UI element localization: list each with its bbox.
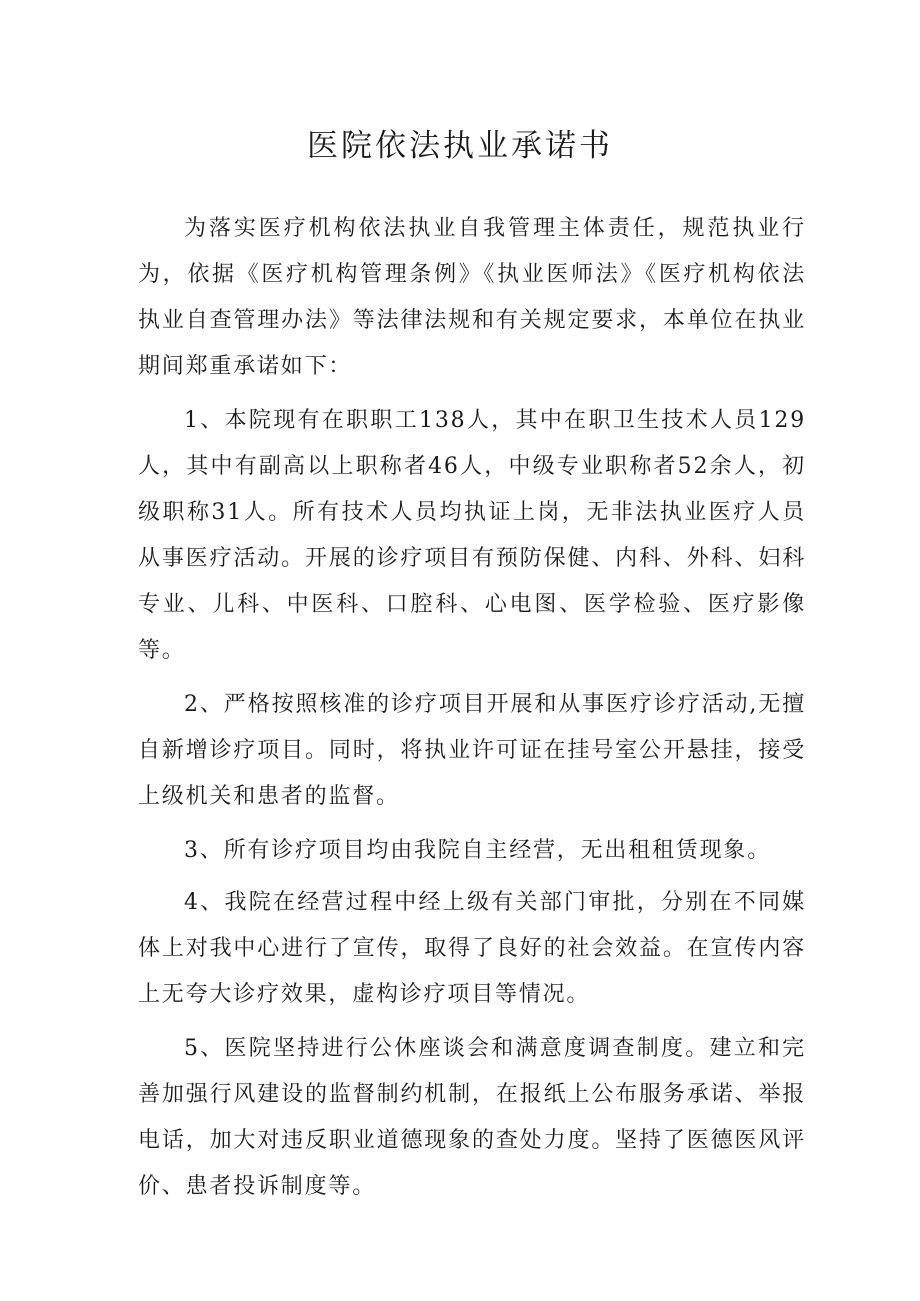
commitment-paragraph-5: 5、医院坚持进行公休座谈会和满意度调查制度。建立和完善加强行风建设的监督制约机制，在报纸上公布服务承诺、举报电话，加大对违反职业道德现象的查处力度。坚持了医德医风评价、患者投诉制度等。 <box>138 1036 806 1199</box>
commitment-paragraph-1: 1、本院现有在职职工138人，其中在职卫生技术人员129人，其中有副高以上职称者46人，中级专业职称者52余人，初级职称31人。所有技术人员均执证上岗，无非法执业医疗人员从事医疗活动。开展的诊疗项目有预防保健、内科、外科、妇科专业、儿科、中医科、口腔科、心电图、医学检验、医疗影像等。 <box>138 408 806 663</box>
commitment-paragraph-2: 2、严格按照核准的诊疗项目开展和从事医疗诊疗活动,无擅自新增诊疗项目。同时，将执业许可证在挂号室公开悬挂，接受上级机关和患者的监督。 <box>138 692 806 809</box>
document-body <box>138 206 806 1218</box>
commitment-paragraph-4: 4、我院在经营过程中经上级有关部门审批，分别在不同媒体上对我中心进行了宣传，取得了良好的社会效益。在宣传内容上无夸大诊疗效果，虚构诊疗项目等情况。 <box>138 890 806 1007</box>
document-title: 医院依法执业承诺书 <box>307 128 613 164</box>
intro-paragraph: 为落实医疗机构依法执业自我管理主体责任，规范执业行为，依据《医疗机构管理条例》《执业医师法》《医疗机构依法执业自查管理办法》等法律法规和有关规定要求，本单位在执业期间郑重承诺如下： <box>138 216 806 379</box>
commitment-paragraph-3: 3、所有诊疗项目均由我院自主经营，无出租租赁现象。 <box>184 838 771 863</box>
